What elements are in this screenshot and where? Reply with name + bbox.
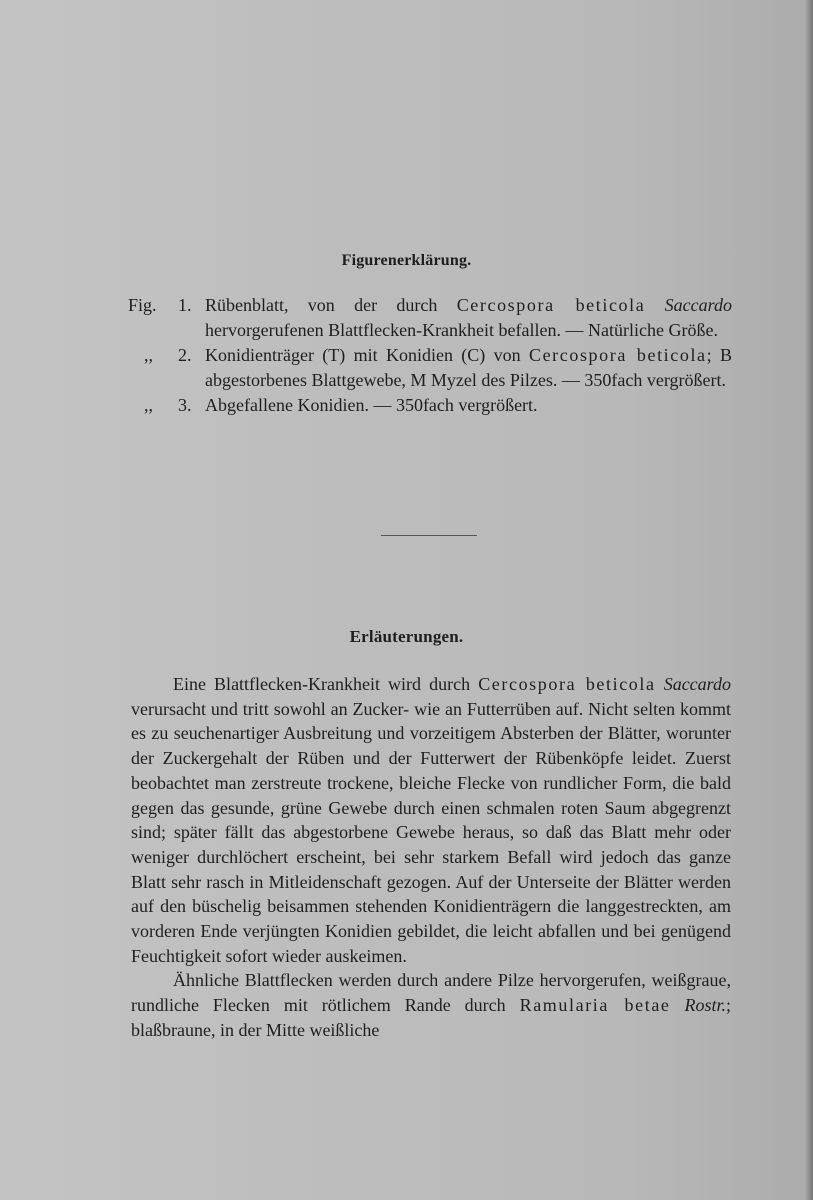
figure-description: [205, 293, 732, 343]
figure-prefix: ,,: [144, 395, 153, 415]
taxon-name: Cercospora beticola: [528, 345, 707, 365]
figure-number: 1.: [178, 295, 192, 315]
paragraph-text: verursacht und tritt sowohl an Zucker- wie an Futterrüben auf. Nicht selten kommt es zu seuchenartiger Ausbreitung und vorzeitigem Absterben der Blätter, worunter der Zuckergehalt der Rüben und der Futterwert der Rübenköpfe leidet. Zuerst beobachtet man zerstreute trockene, bleiche Flecke von rundlicher Form, die bald gegen das gesunde, grüne Gewebe durch einen schmalen roten Saum abgegrenzt sind; später fällt das abgestorbene Gewebe heraus, so daß das Blatt mehr oder weniger durchlöchert erscheint, bei sehr starkem Befall wird jedoch das ganze Blatt sehr rasch in Mitleidenschaft gezogen. Auf der Unterseite der Blätter werden auf den büschelig beisammen stehenden Konidienträgern die langgestreckten, am vorderen Ende verjüngten Konidien gebildet, die leicht abfallen und bei genügend Feuchtigkeit sofort wieder auskeimen.: [131, 698, 731, 966]
figure-number: 3.: [178, 395, 192, 415]
word-space: [656, 674, 664, 694]
section-divider: [381, 535, 477, 536]
page-edge-shadow: [805, 0, 813, 1200]
paragraph-text: Eine Blattflecken-Krankheit wird durch: [173, 674, 479, 694]
word-space: [671, 995, 685, 1015]
figure-text: hervorgerufenen Blattflecken-Krankheit befallen. — Natürliche Größe.: [205, 320, 718, 340]
figure-text: Rübenblatt, von der durch: [205, 295, 457, 315]
figure-item-2: [128, 343, 732, 393]
figure-list: [128, 293, 732, 418]
taxon-name: Cercospora beticola: [456, 295, 646, 315]
word-space: [645, 295, 664, 315]
figure-text: ; B abgestorbenes Blattgewebe, M Myzel des Pilzes. — 350fach vergrößert.: [205, 345, 733, 390]
figure-prefix: Fig.: [128, 295, 157, 315]
figure-item-1: [128, 293, 732, 343]
author-name: Saccardo: [664, 295, 732, 315]
figure-description: [205, 343, 732, 393]
taxon-name: Ramularia betae: [519, 995, 671, 1016]
notes-paragraph-1: [131, 672, 731, 968]
figure-text: Konidienträger (T) mit Konidien (C) von: [205, 345, 529, 365]
author-name: Rostr.: [684, 995, 726, 1016]
figure-number: 2.: [178, 345, 192, 365]
figure-explanation-heading: Figurenerklärung.: [341, 252, 472, 269]
figure-prefix: ,,: [144, 345, 153, 365]
notes-heading: Erläuterungen.: [349, 627, 464, 646]
author-name: Saccardo: [663, 674, 732, 694]
taxon-name: Cercospora beticola: [478, 674, 656, 694]
notes-paragraph-2: [131, 968, 731, 1042]
figure-description: Abgefallene Konidien. — 350fach vergrößert.: [205, 395, 538, 415]
notes-body: [131, 672, 731, 1043]
paragraph-text: Ähnliche Blattflecken werden durch andere Pilze hervorgerufen, weißgraue, rundliche Flecken mit rötlichem Rande durch: [131, 970, 731, 1016]
paragraph-text: ; blaßbraune, in der Mitte weißliche: [131, 995, 731, 1040]
figure-item-3: [128, 393, 732, 418]
